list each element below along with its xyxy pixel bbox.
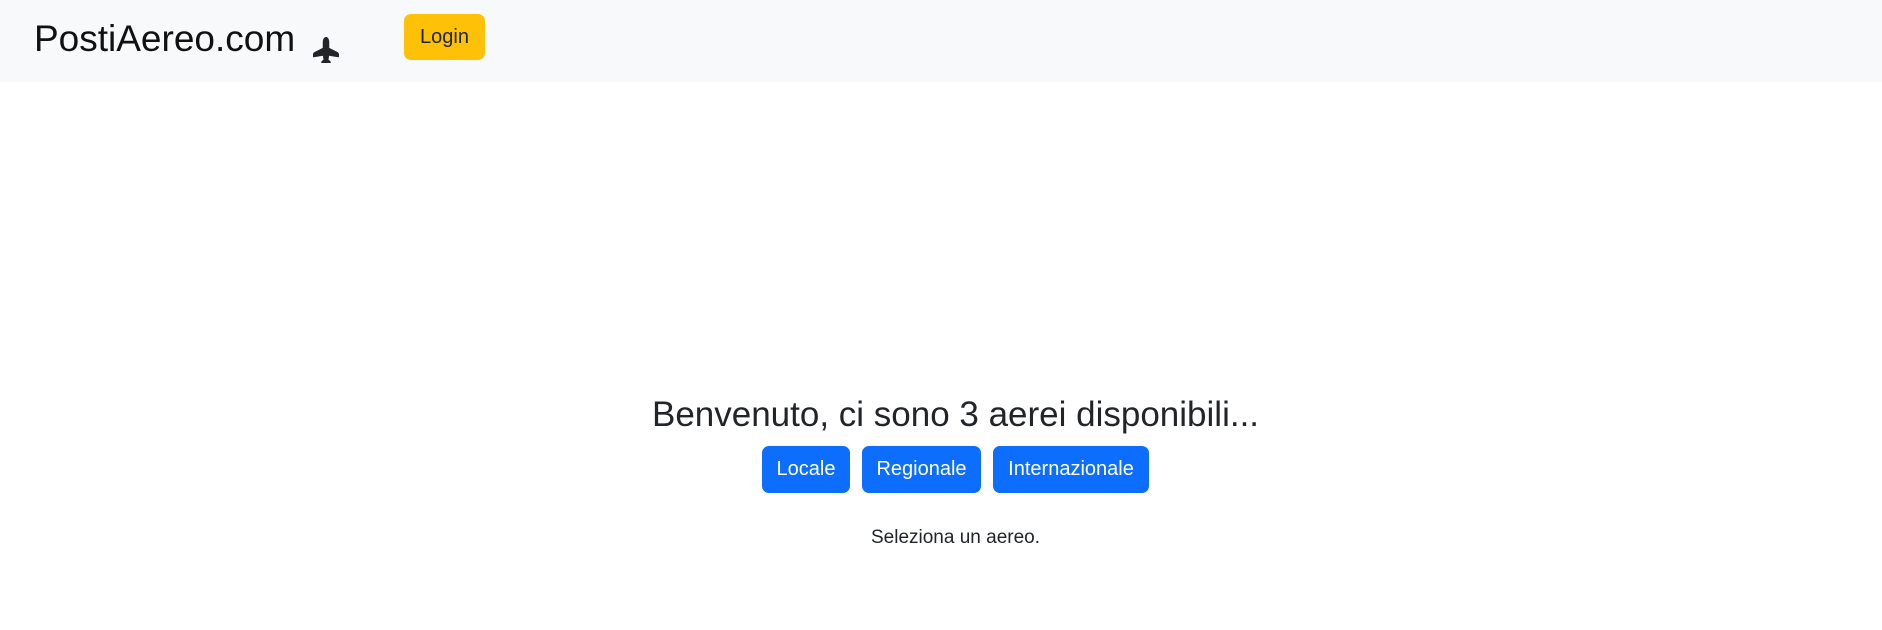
- airplane-icon: [313, 28, 339, 54]
- welcome-heading: Benvenuto, ci sono 3 aerei disponibili...: [651, 395, 1260, 434]
- plane-button-internazionale[interactable]: Internazionale: [993, 446, 1149, 493]
- login-button[interactable]: Login: [404, 14, 485, 60]
- plane-selector: [0, 446, 1882, 493]
- brand-link[interactable]: [34, 16, 339, 62]
- brand-title: PostiAereo.com: [34, 18, 296, 59]
- navbar: [0, 0, 1882, 82]
- select-hint: Seleziona un aereo.: [870, 527, 1040, 548]
- plane-button-regionale[interactable]: Regionale: [862, 446, 981, 493]
- plane-button-locale[interactable]: Locale: [762, 446, 850, 493]
